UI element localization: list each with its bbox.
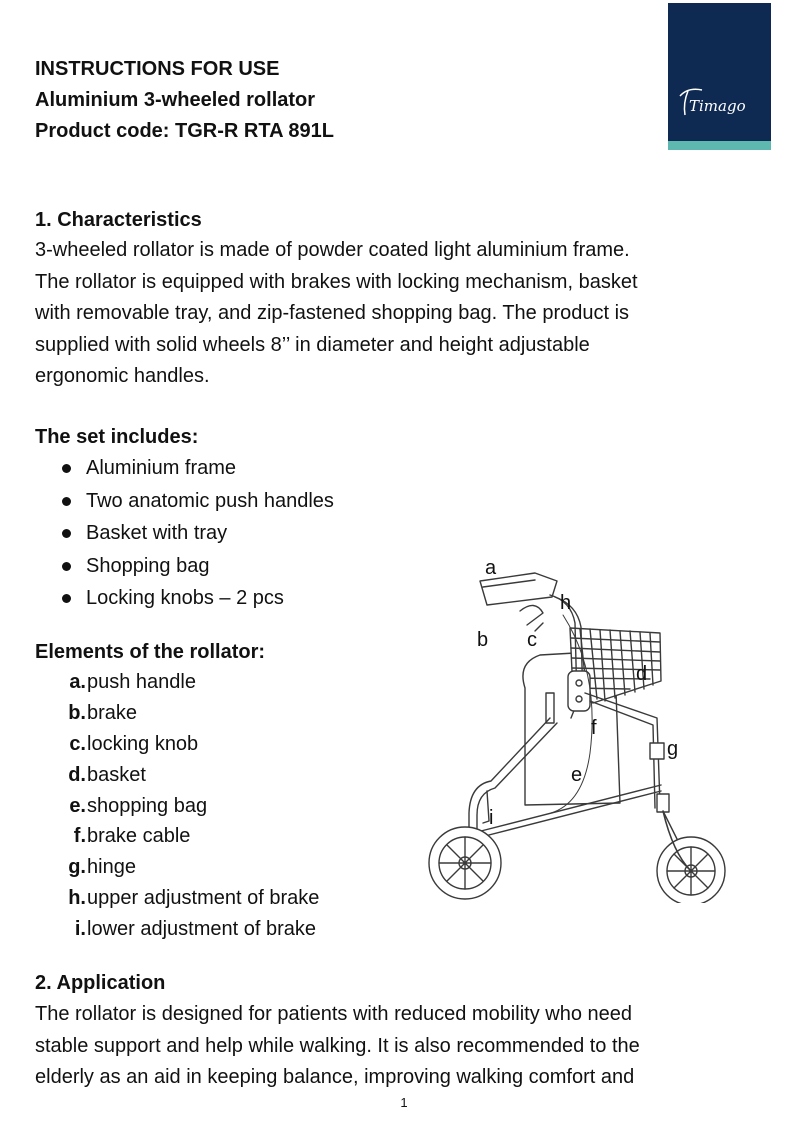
list-item: [35, 582, 334, 615]
diagram-label-f: f: [591, 717, 597, 739]
element-letter: g.: [68, 856, 86, 879]
element-text: brake cable: [87, 825, 191, 848]
header-title: INSTRUCTIONS FOR USE: [35, 58, 280, 80]
elements-list: [35, 667, 319, 945]
paragraph-line: 3-wheeled rollator is made of powder coated light aluminium frame.: [35, 239, 630, 261]
list-item: [35, 698, 319, 729]
element-text: upper adjustment of brake: [87, 887, 320, 910]
paragraph-line: supplied with solid wheels 8’’ in diameter and height adjustable: [35, 333, 590, 356]
brand-logo: [668, 3, 771, 150]
list-item-text: Two anatomic push handles: [86, 489, 334, 512]
element-letter: i.: [74, 918, 86, 941]
diagram-label-b: b: [477, 629, 489, 651]
list-item-text: Shopping bag: [86, 554, 210, 577]
list-item-text: Aluminium frame: [86, 457, 237, 479]
wheel-fork-clamp: [657, 794, 669, 812]
list-item: [35, 791, 319, 822]
list-item: [35, 485, 334, 518]
list-item: [35, 550, 334, 583]
element-text: locking knob: [87, 732, 199, 755]
element-text: lower adjustment of brake: [87, 918, 317, 941]
document-header: [35, 54, 334, 147]
diagram-label-e: e: [571, 764, 583, 786]
wheel-left: [429, 827, 501, 899]
diagram-label-c: c: [527, 629, 537, 651]
rollator-diagram: [425, 553, 735, 903]
element-letter: b.: [68, 701, 86, 724]
element-text: push handle: [87, 671, 196, 693]
logo-wordmark: Timago: [689, 97, 746, 115]
diagram-label-a: a: [485, 557, 497, 579]
logo-mark: [668, 3, 771, 150]
page-number: 1: [400, 1095, 408, 1110]
element-letter: h.: [68, 887, 86, 910]
list-item: [35, 852, 319, 883]
element-letter: d.: [68, 763, 86, 786]
paragraph-line: elderly as an aid in keeping balance, improving walking comfort and: [35, 1066, 635, 1088]
list-item: [35, 821, 319, 852]
header-product-name: Aluminium 3-wheeled rollator: [35, 89, 316, 111]
element-letter: e.: [69, 794, 86, 817]
paragraph-line: The rollator is equipped with brakes with locking mechanism, basket: [35, 270, 638, 293]
set-includes-list: [35, 452, 334, 615]
diagram-label-h: h: [560, 592, 572, 614]
section-2-paragraph: [35, 999, 770, 1094]
header-product-code: Product code: TGR-R RTA 891L: [35, 120, 334, 142]
paragraph-line: ergonomic handles.: [35, 365, 210, 387]
element-text: brake: [87, 701, 138, 724]
section-2-title: 2. Application: [35, 972, 166, 994]
logo-band: [668, 141, 771, 150]
list-item-text: Locking knobs – 2 pcs: [86, 587, 284, 609]
list-item: [35, 667, 319, 698]
diagram-label-g: g: [667, 738, 679, 760]
paragraph-line: The rollator is designed for patients with reduced mobility who need: [35, 1003, 632, 1025]
paragraph-line: with removable tray, and zip-fastened shopping bag. The product is: [35, 302, 630, 324]
brake-lever: [520, 605, 543, 625]
diagram-label-i: i: [489, 807, 494, 829]
section-1-title: 1. Characteristics: [35, 209, 202, 231]
bullet-icon: [62, 464, 71, 473]
element-text: shopping bag: [87, 794, 208, 817]
element-letter: a.: [69, 671, 86, 693]
paragraph-line: stable support and help while walking. It is also recommended to the: [35, 1034, 640, 1057]
bullet-icon: [62, 594, 71, 603]
list-item: [35, 452, 334, 485]
wheel-right: [657, 811, 725, 903]
bullet-icon: [62, 529, 71, 538]
bullet-icon: [62, 562, 71, 571]
element-letter: c.: [69, 732, 86, 755]
diagram-label-d: d: [636, 663, 648, 685]
list-item: [35, 914, 319, 945]
list-item-text: Basket with tray: [86, 522, 228, 544]
list-item: [35, 517, 334, 550]
element-text: hinge: [87, 856, 136, 879]
list-item: [35, 883, 319, 914]
elements-heading: Elements of the rollator:: [35, 641, 266, 663]
list-item: [35, 760, 319, 791]
section-1-paragraph: [35, 235, 770, 393]
hinge: [650, 743, 664, 759]
element-text: basket: [87, 763, 146, 786]
bullet-icon: [62, 497, 71, 506]
set-includes-heading: The set includes:: [35, 426, 199, 448]
list-item: [35, 729, 319, 760]
element-letter: f.: [73, 825, 86, 848]
side-plate: [568, 671, 590, 711]
